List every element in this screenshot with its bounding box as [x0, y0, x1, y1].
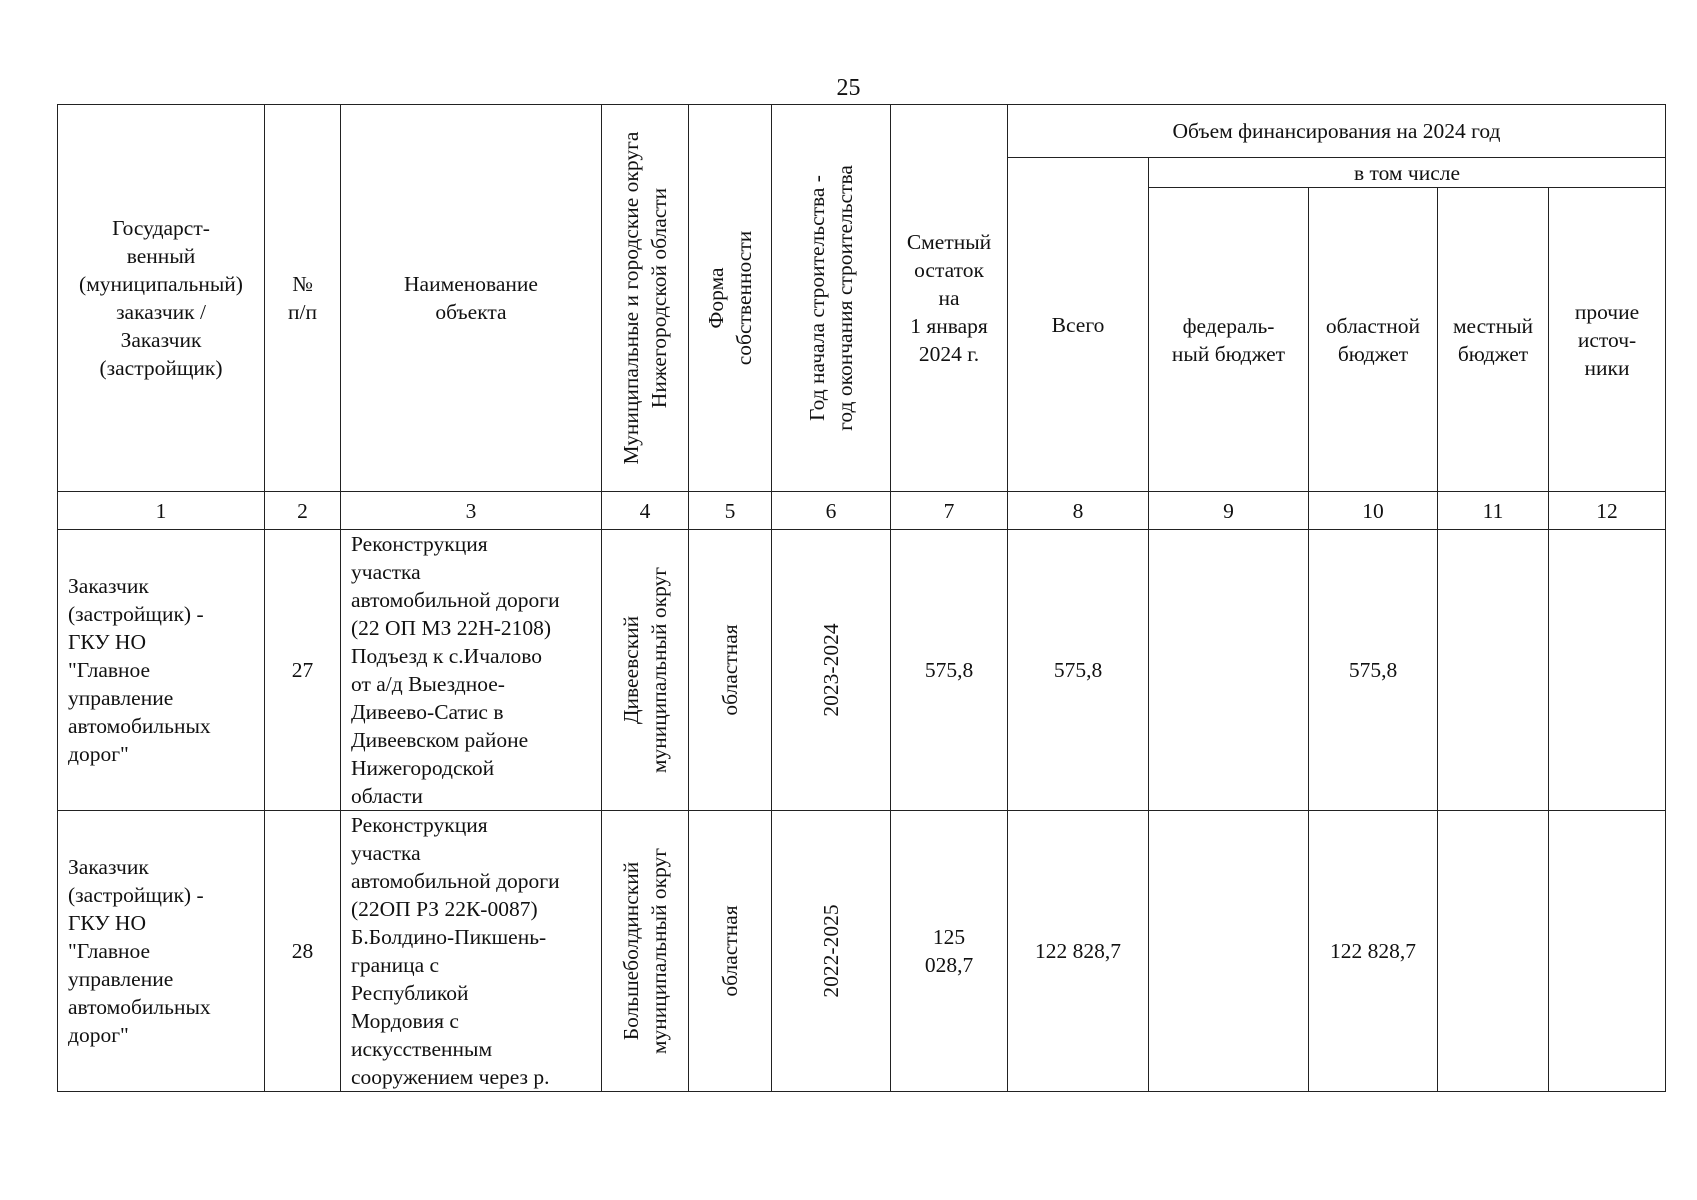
row-federal [1149, 530, 1309, 811]
row-number: 27 [265, 530, 341, 811]
header-customer: Государст- венный (муниципальный) заказчик / Заказчик (застройщик) [58, 105, 265, 492]
row-federal [1149, 811, 1309, 1092]
row-municipality [602, 811, 689, 1092]
row-years-text: 2022-2025 [819, 904, 843, 998]
row-years-text: 2023-2024 [819, 623, 843, 717]
header-number: № п/п [265, 105, 341, 492]
header-municipality-text: Муниципальные и городские округа Нижегородской области [619, 131, 671, 465]
header-regional: областной бюджет [1309, 188, 1438, 492]
row-estimate: 575,8 [891, 530, 1008, 811]
row-object-name: Реконструкция участка автомобильной дороги (22 ОП МЗ 22Н-2108) Подъезд к с.Ичалово от а/д Выездное- Дивеево-Сатис в Дивеевском районе Нижегородской области [341, 530, 602, 811]
column-number: 5 [689, 492, 772, 530]
row-local [1438, 811, 1549, 1092]
column-number: 2 [265, 492, 341, 530]
row-years [772, 530, 891, 811]
column-number: 12 [1549, 492, 1666, 530]
header-including: в том числе [1149, 158, 1666, 188]
header-other: прочие источ- ники [1549, 188, 1666, 492]
header-local: местный бюджет [1438, 188, 1549, 492]
column-number: 9 [1149, 492, 1309, 530]
table-row [58, 811, 1666, 1092]
header-ownership [689, 105, 772, 492]
row-total: 575,8 [1008, 530, 1149, 811]
row-regional: 575,8 [1309, 530, 1438, 811]
header-estimate: Сметный остаток на 1 января 2024 г. [891, 105, 1008, 492]
row-ownership-text: областная [718, 624, 742, 716]
header-years [772, 105, 891, 492]
row-ownership [689, 530, 772, 811]
header-financing-title: Объем финансирования на 2024 год [1008, 105, 1666, 158]
header-federal: федераль- ный бюджет [1149, 188, 1309, 492]
row-customer: Заказчик (застройщик) - ГКУ НО "Главное управление автомобильных дорог" [58, 530, 265, 811]
row-other [1549, 530, 1666, 811]
header-ownership-text: Форма собственности [704, 230, 756, 366]
column-number-row [58, 492, 1666, 530]
row-customer: Заказчик (застройщик) - ГКУ НО "Главное управление автомобильных дорог" [58, 811, 265, 1092]
row-regional: 122 828,7 [1309, 811, 1438, 1092]
column-number: 11 [1438, 492, 1549, 530]
financing-table [57, 104, 1666, 1092]
header-years-text: Год начала строительства - год окончания строительства [805, 165, 857, 431]
column-number: 3 [341, 492, 602, 530]
row-ownership [689, 811, 772, 1092]
row-municipality [602, 530, 689, 811]
row-number: 28 [265, 811, 341, 1092]
row-other [1549, 811, 1666, 1092]
row-municipality-text: Большеболдинский муниципальный округ [619, 847, 671, 1055]
column-number: 7 [891, 492, 1008, 530]
row-object-name: Реконструкция участка автомобильной дороги (22ОП РЗ 22К-0087) Б.Болдино-Пикшень- граница с Республикой Мордовия с искусственным сооружением через р. [341, 811, 602, 1092]
header-municipality [602, 105, 689, 492]
row-total: 122 828,7 [1008, 811, 1149, 1092]
column-number: 10 [1309, 492, 1438, 530]
row-ownership-text: областная [718, 905, 742, 997]
column-number: 6 [772, 492, 891, 530]
row-estimate: 125 028,7 [891, 811, 1008, 1092]
row-local [1438, 530, 1549, 811]
row-years [772, 811, 891, 1092]
row-municipality-text: Дивеевский муниципальный округ [619, 566, 671, 774]
column-number: 1 [58, 492, 265, 530]
column-number: 8 [1008, 492, 1149, 530]
header-object-name: Наименование объекта [341, 105, 602, 492]
table-row [58, 530, 1666, 811]
header-total: Всего [1008, 158, 1149, 492]
page-number: 25 [836, 75, 861, 101]
column-number: 4 [602, 492, 689, 530]
